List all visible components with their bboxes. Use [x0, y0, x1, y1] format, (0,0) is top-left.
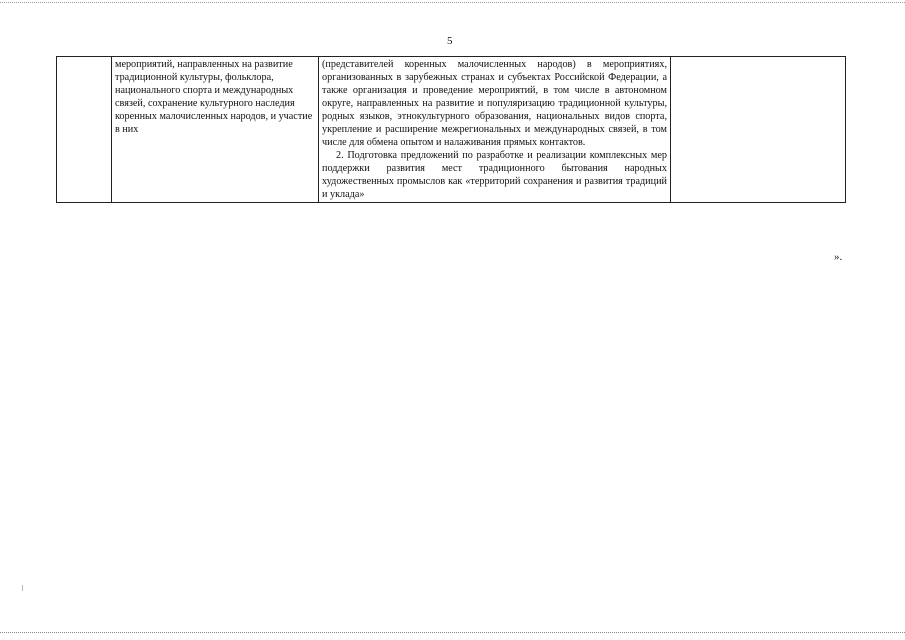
row-number-cell — [57, 57, 112, 203]
description-paragraph: 2. Подготовка предложений по разработке и реализации комплексных мер поддержки развития мест традиционного бытования народных художественных промыслов как «территорий сохранения и развития традиций и уклада» — [322, 150, 667, 200]
page-number: 5 — [447, 35, 453, 47]
closing-quote: ». — [834, 251, 843, 263]
scan-edge-top — [0, 2, 905, 3]
empty-cell — [671, 57, 846, 203]
event-name-cell: мероприятий, направленных на развитие традиционной культуры, фольклора, национального спорта и международных связей, сохранение культурного наследия коренных малочисленных народов, и участие в них — [112, 57, 319, 203]
document-table — [56, 56, 846, 203]
table-row — [57, 57, 846, 203]
description-paragraph: (представителей коренных малочисленных народов) в мероприятиях, организованных в зарубежных странах и субъектах Российской Федерации, а также организация и проведение мероприятий, в том числе в автономном округе, направленных на развитие и популяризацию традиционной культуры, родных языков, этнокультурного образования, национальных видов спорта, укрепление и расширение межрегиональных и международных связей, в том числе для обмена опытом и налаживания прямых контактов. — [322, 59, 667, 148]
scan-edge-bottom — [0, 632, 905, 633]
scan-artifact-mark — [22, 585, 23, 591]
description-cell — [319, 57, 671, 203]
